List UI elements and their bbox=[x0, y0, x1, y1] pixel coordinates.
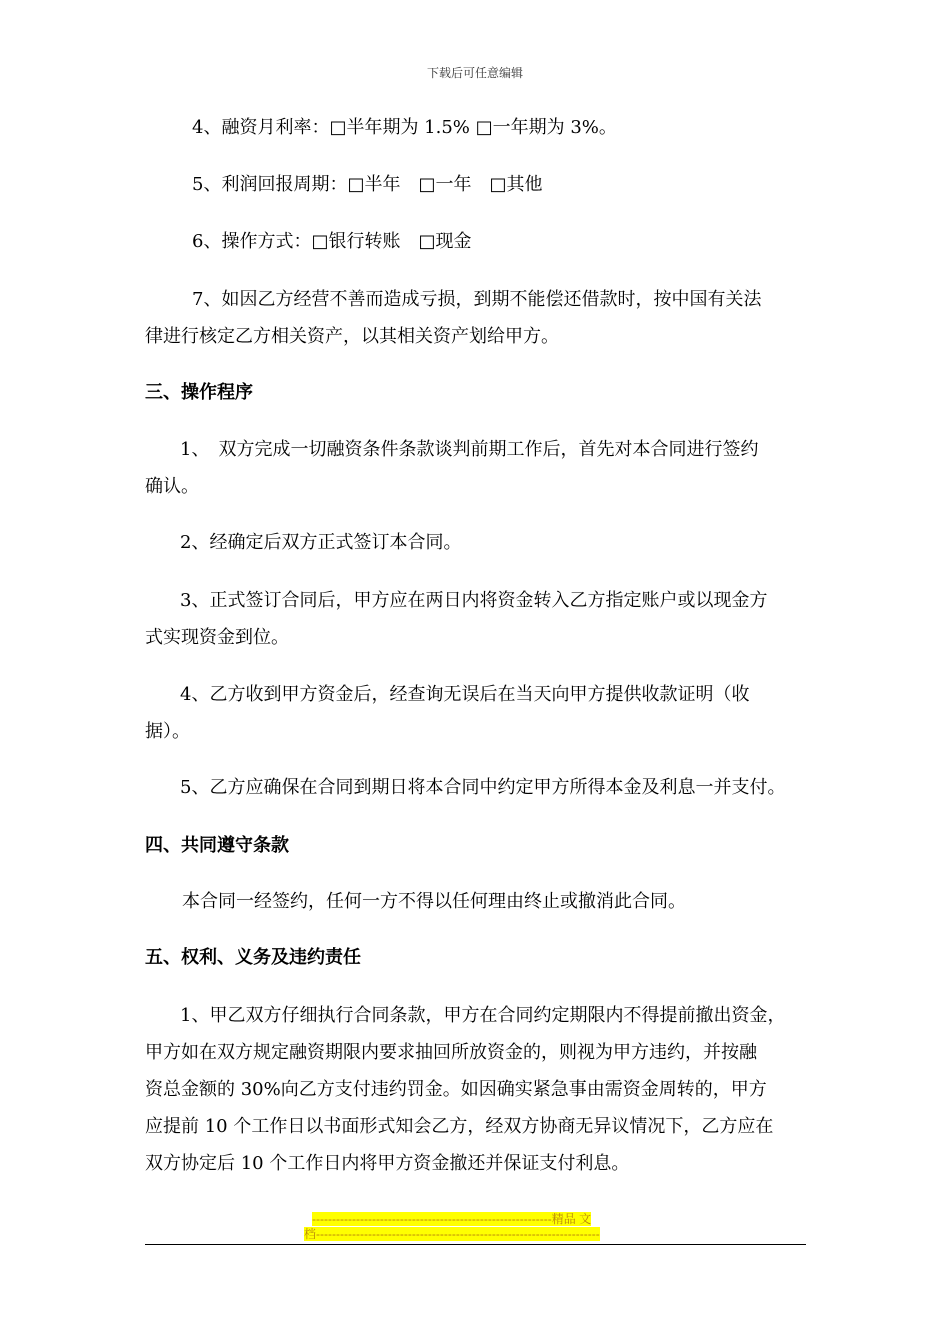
rights-1-line-5: 双方协定后 10 个工作日内将甲方资金撤还并保证支付利息。 bbox=[145, 1153, 630, 1174]
procedure-1-line-1: 1、 双方完成一切融资条件条款谈判前期工作后，首先对本合同进行签约 bbox=[180, 439, 759, 460]
rights-1-line-3: 资总金额的 30%向乙方支付违约罚金。如因确实紧急事由需资金周转的，甲方 bbox=[145, 1079, 767, 1100]
footer-watermark-line-1: ------------------------------------------------------------精品 文 bbox=[312, 1212, 592, 1226]
footer-watermark-line-2: 档----------------------------------------------------------------------- bbox=[304, 1227, 600, 1241]
rights-1-line-1: 1、甲乙双方仔细执行合同条款，甲方在合同约定期限内不得提前撤出资金， bbox=[180, 1005, 786, 1026]
clause-6-operation-method: 6、操作方式：□银行转账 □现金 bbox=[192, 231, 472, 252]
clause-7-line-2: 律进行核定乙方相关资产，以其相关资产划给甲方。 bbox=[145, 326, 559, 347]
procedure-4-line-1: 4、乙方收到甲方资金后，经查询无误后在当天向甲方提供收款证明（收 bbox=[180, 684, 750, 705]
procedure-3-line-2: 式实现资金到位。 bbox=[145, 627, 289, 648]
procedure-4-line-2: 据）。 bbox=[145, 721, 190, 742]
page-header: 下载后可任意编辑 bbox=[426, 66, 523, 80]
common-terms-text: 本合同一经签约，任何一方不得以任何理由终止或撤消此合同。 bbox=[182, 891, 686, 912]
procedure-2: 2、经确定后双方正式签订本合同。 bbox=[180, 532, 462, 553]
clause-4-interest-rate: 4、融资月利率：□半年期为 1.5% □一年期为 3%。 bbox=[192, 117, 617, 138]
section-3-heading: 三、操作程序 bbox=[145, 382, 253, 403]
rights-1-line-2: 甲方如在双方规定融资期限内要求抽回所放资金的，则视为甲方违约，并按融 bbox=[145, 1042, 757, 1063]
clause-7-line-1: 7、如因乙方经营不善而造成亏损，到期不能偿还借款时，按中国有关法 bbox=[192, 289, 762, 310]
section-4-heading: 四、共同遵守条款 bbox=[145, 835, 289, 856]
procedure-1-line-2: 确认。 bbox=[145, 476, 199, 497]
footer-divider bbox=[145, 1244, 806, 1245]
procedure-3-line-1: 3、正式签订合同后，甲方应在两日内将资金转入乙方指定账户或以现金方 bbox=[180, 590, 768, 611]
section-5-heading: 五、权利、义务及违约责任 bbox=[145, 947, 361, 968]
procedure-5: 5、乙方应确保在合同到期日将本合同中约定甲方所得本金及利息一并支付。 bbox=[180, 777, 786, 798]
rights-1-line-4: 应提前 10 个工作日以书面形式知会乙方，经双方协商无异议情况下，乙方应在 bbox=[145, 1116, 774, 1137]
clause-5-return-period: 5、利润回报周期：□半年 □一年 □其他 bbox=[192, 174, 543, 195]
